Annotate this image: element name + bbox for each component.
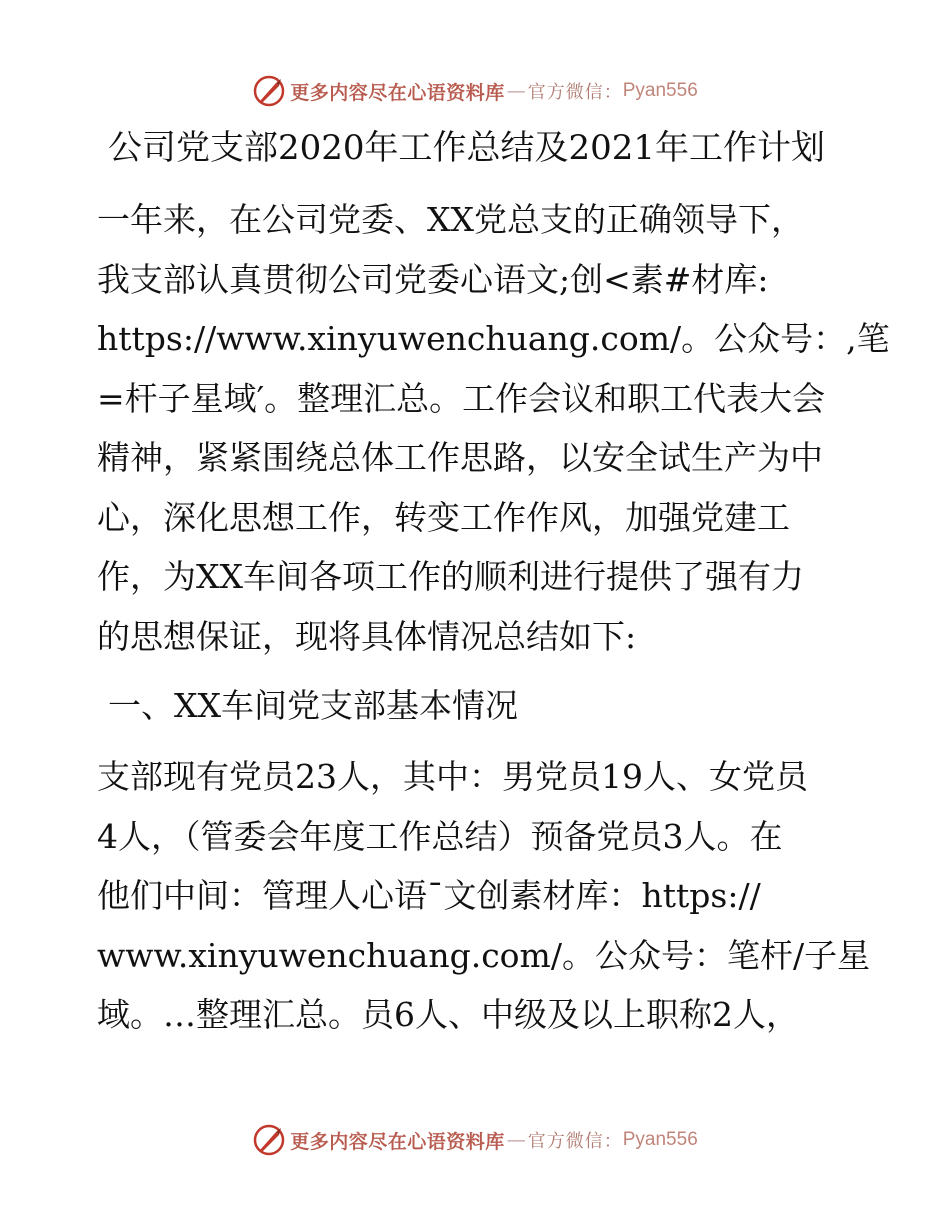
paragraph-line: 他们中间：管理人心语¯文创素材库：https:// bbox=[97, 876, 761, 915]
paragraph-line: 我支部认真贯彻公司党委心语文;创<素#材库: bbox=[97, 259, 769, 299]
watermark-separator: — bbox=[506, 1129, 526, 1151]
watermark-wechat-id: Pyan556 bbox=[622, 1129, 698, 1150]
quill-pen-logo-icon bbox=[252, 1123, 286, 1157]
paragraph-line: 作，为XX车间各项工作的顺利进行提供了强有力 bbox=[97, 557, 804, 596]
watermark-text: 更多内容尽在心语资料库 bbox=[290, 1130, 505, 1153]
paragraph-intro bbox=[97, 190, 890, 666]
watermark-separator: — bbox=[506, 80, 526, 102]
paragraph-line: https://www.xinyuwenchuang.com/。公众号：,笔 bbox=[97, 319, 890, 358]
paragraph-line: 4人，（管委会年度工作总结）预备党员3人。在 bbox=[97, 816, 783, 856]
paragraph-line: 的思想保证，现将具体情况总结如下: bbox=[97, 616, 637, 656]
paragraph-line: =杆子星域′。整理汇总。工作会议和职工代表大会 bbox=[97, 378, 826, 418]
header-watermark-banner bbox=[0, 71, 950, 111]
watermark-wechat-id: Pyan556 bbox=[622, 80, 698, 101]
paragraph-line: 一年来，在公司党委、XX党总支的正确领导下， bbox=[97, 200, 804, 239]
paragraph-line: 支部现有党员23人，其中：男党员19人、女党员 bbox=[97, 757, 808, 796]
paragraph-line: www.xinyuwenchuang.com/。公众号：笔杆/子星 bbox=[97, 935, 871, 975]
document-title: 公司党支部2020年工作总结及2021年工作计划 bbox=[108, 128, 826, 168]
section-heading-text: 一、XX车间党支部基本情况 bbox=[108, 686, 518, 725]
section-heading bbox=[108, 676, 518, 736]
watermark-wechat-label: 官方微信： bbox=[527, 1131, 623, 1152]
watermark-text: 更多内容尽在心语资料库 bbox=[290, 81, 505, 104]
watermark-wechat-label: 官方微信： bbox=[527, 82, 623, 103]
paragraph-line: 精神，紧紧围绕总体工作思路，以安全试生产为中 bbox=[97, 438, 823, 477]
paragraph-line: 域。…整理汇总。员6人、中级及以上职称2人， bbox=[97, 995, 799, 1034]
quill-pen-logo-icon bbox=[252, 74, 286, 108]
footer-watermark-banner bbox=[0, 1120, 950, 1160]
paragraph-line: 心，深化思想工作，转变工作作风，加强党建工 bbox=[97, 497, 790, 537]
paragraph-basic-info bbox=[97, 747, 870, 1045]
